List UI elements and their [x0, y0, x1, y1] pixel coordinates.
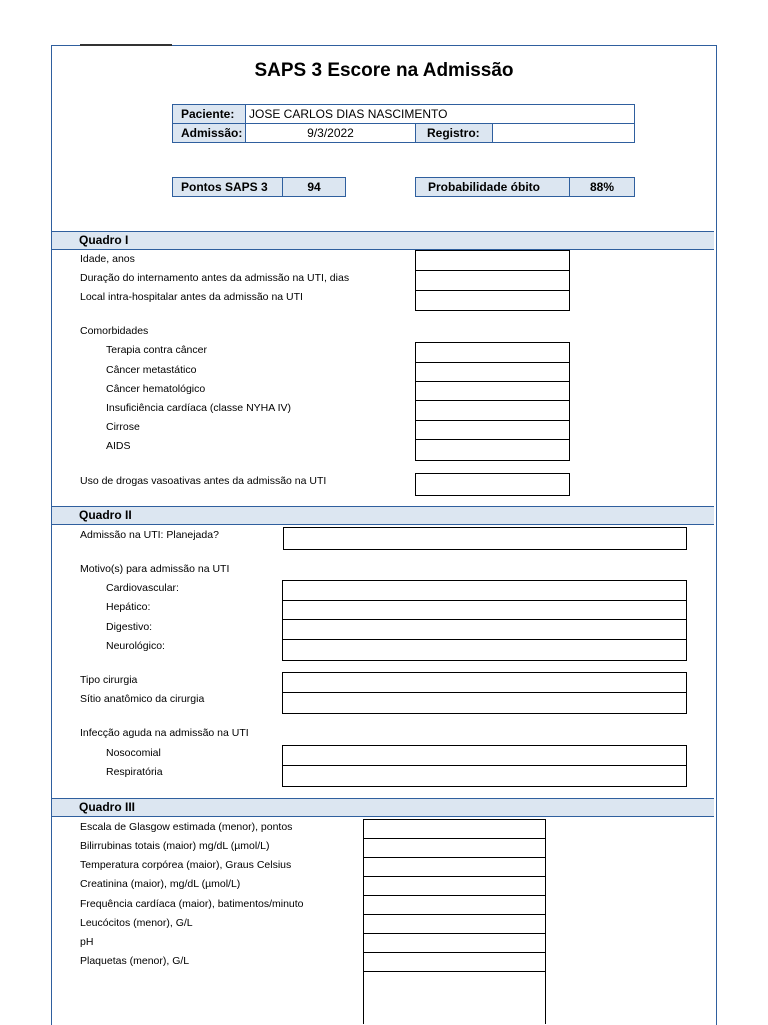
comorbidity-heart-failure: Insuficiência cardíaca (classe NYHA IV) [106, 402, 291, 414]
creatinine-label: Creatinina (maior), mg/dL (µmol/L) [80, 878, 241, 890]
age-input[interactable] [415, 250, 570, 271]
cirrhosis-input[interactable] [415, 420, 570, 441]
bilirubin-label: Bilirrubinas totais (maior) mg/dL (µmol/L) [80, 840, 270, 852]
temperature-label: Temperatura corpórea (maior), Graus Celsius [80, 859, 292, 871]
infection-label: Infecção aguda na admissão na UTI [80, 727, 249, 739]
glasgow-input[interactable] [363, 819, 546, 839]
respiratory-input[interactable] [282, 765, 687, 787]
reason-hepatic: Hepático: [106, 601, 151, 613]
surgery-site-input[interactable] [282, 692, 687, 714]
admission-label: Admissão: [172, 123, 246, 143]
ph-input[interactable] [363, 933, 546, 953]
reason-neurologic: Neurológico: [106, 640, 165, 652]
continued-border-left [363, 971, 364, 1024]
reason-digestive: Digestivo: [106, 621, 153, 633]
heart-rate-label: Frequência cardíaca (maior), batimentos/minuto [80, 898, 304, 910]
reasons-label: Motivo(s) para admissão na UTI [80, 563, 230, 575]
temperature-input[interactable] [363, 857, 546, 877]
admission-date-field[interactable]: 9/3/2022 [245, 123, 416, 143]
leukocytes-input[interactable] [363, 914, 546, 934]
duration-label: Duração do internamento antes da admissão na UTI, dias [80, 272, 350, 284]
quadro-2-header: Quadro II [52, 506, 714, 525]
location-input[interactable] [415, 290, 570, 311]
comorbidity-hematologic: Câncer hematológico [106, 383, 206, 395]
registry-label: Registro: [415, 123, 493, 143]
ph-label: pH [80, 936, 94, 948]
infection-nosocomial: Nosocomial [106, 747, 161, 759]
comorbidity-metastatic: Câncer metastático [106, 364, 197, 376]
planned-input[interactable] [283, 527, 687, 550]
surgery-site-label: Sítio anatômico da cirurgia [80, 693, 205, 705]
vasoactive-label: Uso de drogas vasoativas antes da admissão na UTI [80, 475, 327, 487]
surgery-type-input[interactable] [282, 672, 687, 693]
comorbidities-label: Comorbidades [80, 325, 149, 337]
top-mark [80, 44, 172, 46]
platelets-label: Plaquetas (menor), G/L [80, 955, 190, 967]
creatinine-input[interactable] [363, 876, 546, 896]
comorbidity-cirrhosis: Cirrose [106, 421, 140, 433]
death-probability-label: Probabilidade óbito [415, 177, 570, 197]
saps-points-value: 94 [282, 177, 346, 197]
death-probability-value: 88% [569, 177, 635, 197]
leukocytes-label: Leucócitos (menor), G/L [80, 917, 193, 929]
quadro-1-header: Quadro I [52, 231, 714, 250]
continued-border-right [545, 971, 546, 1024]
neurologic-input[interactable] [282, 639, 687, 661]
planned-label: Admissão na UTI: Planejada? [80, 529, 219, 541]
vasoactive-input[interactable] [415, 473, 570, 496]
bilirubin-input[interactable] [363, 838, 546, 858]
hematologic-input[interactable] [415, 381, 570, 402]
duration-input[interactable] [415, 270, 570, 291]
comorbidity-aids: AIDS [106, 440, 131, 452]
metastatic-input[interactable] [415, 362, 570, 383]
surgery-type-label: Tipo cirurgia [80, 674, 138, 686]
page-title: SAPS 3 Escore na Admissão [254, 60, 514, 81]
glasgow-label: Escala de Glasgow estimada (menor), pontos [80, 821, 293, 833]
cancer-therapy-input[interactable] [415, 342, 570, 363]
age-label: Idade, anos [80, 253, 135, 265]
saps-points-label: Pontos SAPS 3 [172, 177, 283, 197]
registry-field[interactable] [492, 123, 635, 143]
nosocomial-input[interactable] [282, 745, 687, 766]
location-label: Local intra-hospitalar antes da admissão na UTI [80, 291, 303, 303]
quadro-3-header: Quadro III [52, 798, 714, 817]
heart-failure-input[interactable] [415, 400, 570, 421]
comorbidity-cancer-therapy: Terapia contra câncer [106, 344, 207, 356]
heart-rate-input[interactable] [363, 895, 546, 915]
infection-respiratory: Respiratória [106, 766, 163, 778]
aids-input[interactable] [415, 439, 570, 461]
hepatic-input[interactable] [282, 600, 687, 621]
cardiovascular-input[interactable] [282, 580, 687, 601]
reason-cardiovascular: Cardiovascular: [106, 582, 179, 594]
patient-label: Paciente: [172, 104, 246, 124]
platelets-input[interactable] [363, 952, 546, 972]
patient-field[interactable]: JOSE CARLOS DIAS NASCIMENTO [245, 104, 635, 124]
digestive-input[interactable] [282, 619, 687, 640]
